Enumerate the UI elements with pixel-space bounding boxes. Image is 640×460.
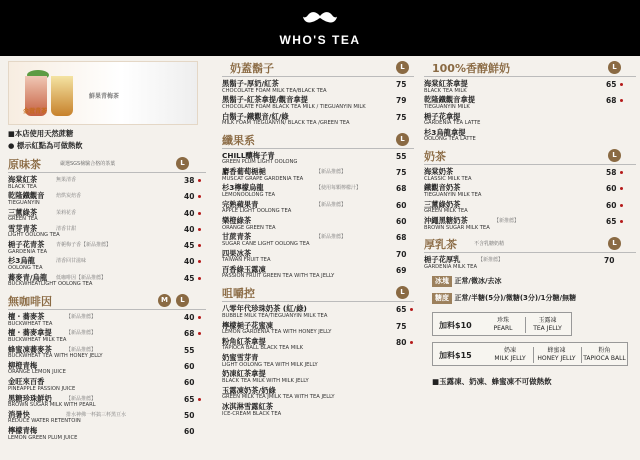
menu-item-price: 80 [396,337,407,347]
size-badge: L [176,294,189,307]
hot-dot-icon [198,260,201,263]
menu-item [8,345,206,361]
hot-dot-icon [198,195,201,198]
section-caffeine-free [8,292,206,442]
section-header [424,59,636,77]
menu-item [222,353,414,369]
section-thick-milk [424,235,636,271]
menu-item-name: 鐵觀音奶茶 [424,183,461,193]
options-panel [424,272,636,392]
menu-item-english: BUCKWHEATLIGHT OOLONG TEA [8,281,93,288]
menu-item-english: LEMON GARDENIA TEA WITH HONEY JELLY [222,329,332,336]
section-header [424,147,636,165]
drink-cup-icon [51,76,73,116]
menu-item-price: 60 [606,200,617,210]
hot-dot-icon [198,398,201,401]
menu-item-name: 黑鬍子-紅茶拿提/觀音拿提 [222,95,308,105]
menu-item [424,167,636,183]
menu-item [8,191,206,207]
menu-item-name: 四果冰茶 [222,248,252,258]
menu-item-english: PASSION FRUIT GREEN TEA WITH TEA JELLY [222,273,335,280]
size-badge: L [396,61,409,74]
menu-item-name: 海棠紅茶拿提 [424,79,468,88]
size-badge: L [176,157,189,170]
menu-item [424,216,636,232]
menu-item-price: 55 [396,151,407,161]
menu-item-english: BROWN SUGAR MILK WITH PEARL [8,402,96,409]
menu-item [222,200,414,216]
menu-item-name: 甘蔗青茶 [222,232,252,242]
hot-dot-icon [620,83,623,86]
menu-item-price: 50 [184,410,195,420]
section-fruit [222,131,414,281]
jelly-footnote: ■玉露凍、奶凍、蜂蜜凍不可做熱飲 [432,376,552,386]
size-badge: L [396,133,409,146]
size-badge: L [608,61,621,74]
menu-item [222,402,414,418]
menu-item-price: 40 [184,257,195,267]
menu-item-name: 杉3烏龍 [8,256,35,266]
menu-item [8,256,206,272]
menu-item-note: 茉莉花香 [56,209,77,216]
menu-item-name: 玉露凍奶茶/奶綠 [222,385,276,395]
menu-column-middle [222,56,414,418]
menu-item-english: GARDENIA TEA LATTE [424,120,481,127]
menu-item-price: 60 [184,361,195,371]
addon-option: 珍珠 PEARL [493,316,513,332]
menu-item-price: 60 [396,217,407,227]
menu-column-left [8,56,206,442]
menu-item-english: TIEGUANYIN MILK [424,103,470,110]
menu-item-english: ICE-CREAM BLACK TEA [222,410,282,417]
addon-option: 粉角 TAPIOCA BALL [581,347,627,363]
size-badge: L [396,286,409,299]
menu-item-note: 【新品推薦】 [66,314,97,321]
menu-item-english: LEMONOOLONG TEA [222,191,276,198]
menu-item-english: LIGHT OOLONG TEA [8,232,60,239]
photo-caption: 金萱青茶 [23,108,48,115]
menu-item-price: 65 [606,217,617,227]
menu-item-price: 65 [606,80,617,89]
menu-item-english: TIEGUANYIN MILK TEA [424,191,482,198]
hot-dot-icon [620,171,623,174]
menu-item-english: MUSCAT GRAPE GARDENIA TEA [222,175,304,182]
menu-column-right [424,56,636,392]
menu-item-price: 70 [396,249,407,259]
menu-item-price: 68 [396,233,407,243]
menu-item-note: 【使用每顆檸檬汁】 [316,185,362,192]
menu-item-name: 冰淇淋雪露紅茶 [222,402,274,412]
menu-item [8,240,206,256]
hot-dot-icon [620,99,623,102]
ice-label: 冰塊 [432,276,452,287]
hot-drink-notice: ● 標示紅點為可做熱飲 [8,141,83,150]
menu-item-english: BUCKWHEAT TEA [8,320,53,327]
section-subtitle: 不含乳糖奶精 [474,241,505,248]
menu-item [424,200,636,216]
menu-item [222,304,414,320]
menu-item-note: 低咖啡因【新品推薦】 [56,274,107,281]
menu-item [222,112,414,128]
size-badge: L [608,237,621,250]
menu-item [222,216,414,232]
menu-item-price: 60 [606,184,617,194]
menu-item [8,224,206,240]
section-title: 纖果系 [222,133,255,147]
menu-item-note: 【新品推薦】 [316,201,347,208]
menu-item-english: BLACK TEA MILK [424,87,467,94]
menu-item-english: MILK FOAM TIEGUANYIN/ BLACK TEA /GREEN TEA [222,120,350,127]
menu-item [222,249,414,265]
menu-item-english: BLACK TEA [8,183,37,190]
menu-item-name: 檸檬青梅 [8,426,38,436]
menu-item-english: GREEN MILK TEA JMILK TEA WITH TEA JELLY [222,394,335,401]
menu-item [8,426,206,442]
header-bar [0,0,640,56]
menu-item-name: 奶凍紅茶拿提 [222,369,266,379]
section-title: 咀嚼控 [222,287,255,301]
menu-item-name: 沖繩黑糖奶茶 [424,216,468,226]
section-title: 厚乳茶 [424,238,457,252]
menu-item-name: 梔子花厚乳 [424,255,461,265]
drink-photo [8,61,198,125]
addon-10-box [432,312,572,336]
natural-sugar-notice: ■本店使用天然蔗糖 [8,129,74,138]
section-title: 原味茶 [8,158,41,171]
menu-item [222,321,414,337]
menu-item-price: 60 [396,200,407,210]
menu-item [222,369,414,385]
menu-item-name: 百香綠玉露凍 [222,264,266,274]
menu-item-english: BROWN SUGAR MILK TEA [424,224,490,231]
menu-item [222,232,414,248]
menu-item-price: 70 [604,256,615,266]
sugar-options: 糖度 正常/半糖(5分)/微糖(3分)/1分糖/無糖 [432,293,576,304]
section-fresh-milk [424,59,636,144]
menu-item-note: 【新品推薦】 [316,234,347,241]
menu-item-price: 65 [396,305,407,315]
menu-item-note: 清香甘甜 [56,225,77,232]
menu-item-note: 青梔梅子香【新品推薦】 [56,242,112,249]
menu-item-price: 40 [184,192,195,202]
menu-item-name: 樂橙綠茶 [222,216,252,226]
addon-price: 加料$10 [439,320,472,330]
ice-options: 冰塊 正常/微冰/去冰 [432,276,502,287]
addon-price: 加料$15 [439,350,472,360]
hot-dot-icon [620,220,623,223]
menu-item-note: 無果清香 [56,177,77,183]
menu-item-name: 金旺來百香 [8,377,45,387]
menu-item-price: 68 [396,184,407,194]
menu-item [424,79,636,95]
menu-item [8,361,206,377]
menu-item-price: 75 [396,112,407,122]
menu-item-english: LEMON GREEN PLUM JUICE [8,434,78,441]
menu-item-english: TAPIOCA BALL BLACK TEA MILK [222,345,304,352]
section-title: 無咖啡因 [8,295,52,309]
menu-item-note: 清香回甘滋味 [56,258,87,265]
section-header [222,59,414,77]
menu-item-english: GARDENIA MILK TEA [424,263,477,270]
menu-item [222,265,414,281]
menu-item-name: 消暑快 [8,409,30,419]
menu-item [222,95,414,111]
hot-dot-icon [410,341,413,344]
section-header [8,292,206,310]
menu-item [222,183,414,199]
menu-item-price: 75 [396,80,407,89]
menu-item [424,183,636,199]
hot-dot-icon [198,228,201,231]
menu-item-price: 45 [184,273,195,283]
menu-item-name: 乾隆鐵觀音拿提 [424,95,476,105]
menu-item [8,410,206,426]
section-header [424,235,636,253]
menu-item-name: 黑糖珍珠鮮奶 [8,393,52,403]
menu-item-note: 【新推薦】 [494,218,520,225]
menu-item [222,167,414,183]
menu-item-note: 【新品推薦】 [66,346,97,353]
menu-item [8,312,206,328]
section-subtitle: 嚴選SGS檢驗合格的茶葉 [60,161,116,167]
menu-item-name: 麝香葡萄梔梔 [222,167,266,177]
menu-item [424,95,636,111]
section-header [222,284,414,302]
section-milk-tea [424,147,636,232]
menu-item-english: TIEGUANYIN [8,199,40,206]
hot-dot-icon [620,187,623,190]
hot-dot-icon [620,204,623,207]
menu-item [424,128,636,144]
menu-item-name: 白鬍子-鐵觀音/紅/綠 [222,111,289,121]
menu-item-note: 焙烘炭焙香 [56,193,82,200]
menu-item-name: 三薰綠茶 [8,207,38,217]
menu-item-english: APPLE LIGHT OOLONG TEA [222,208,292,215]
photo-caption: 鮮果青梅茶 [89,93,120,100]
menu-item-name: 八零年代珍珠奶茶 (紅/綠) [222,304,307,314]
menu-item-note: 排水神佛一杯搞三杯黑豆水 [66,411,127,418]
section-raw-tea [8,155,206,289]
menu-item-name: 粉角紅茶拿提 [222,336,266,346]
menu-item-english: ORANGE LEMON JUICE [8,369,66,376]
hot-dot-icon [198,212,201,215]
hot-dot-icon [198,277,201,280]
menu-item-price: 60 [184,427,195,437]
menu-item [222,386,414,402]
menu-item-english: BUCKWHEAT MILK TEA [8,336,67,343]
brand-name: WHO'S TEA [279,33,361,47]
hot-dot-icon [198,244,201,247]
menu-item-english: CHOCOLATE FOAM BLACK TEA MILK / TIEGUANYIN MILK [222,103,366,110]
menu-item-name: 完熟蘋果青 [222,199,259,209]
section-chewy [222,284,414,418]
menu-item-price: 45 [184,241,195,251]
menu-item-note: 【新品推薦】 [316,169,347,176]
menu-item-english: GREEN PLUM LIGHT OOLONG [222,159,298,166]
menu-item-name: 奶蜜雪芽青 [222,353,259,363]
menu-item-name: 雪芽青茶 [8,223,38,233]
menu-item-name: 乾隆鐵觀音 [8,191,45,201]
menu-item-name: 檀・蕎麥拿提 [8,328,52,338]
menu-item-english: BUCKWHEAT TEA WITH HONEY JELLY [8,353,103,360]
menu-item-name: 杉3烏龍拿提 [424,127,466,137]
menu-item-note: 【新品推薦】 [66,330,97,337]
section-title: 100%香醇鮮奶 [432,62,510,75]
menu-item [8,273,206,289]
addon-15-box [432,342,628,366]
hot-dot-icon [198,179,201,182]
sugar-label: 糖度 [432,293,452,304]
menu-item-english: OOLONG TEA [8,264,43,271]
menu-item-name: 檀・蕎麥茶 [8,312,45,322]
menu-item-price: 40 [184,313,195,323]
menu-item [424,255,636,271]
size-badge: M [158,294,171,307]
menu-item-name: 黑鬍子-厚奶/紅茶 [222,79,279,88]
addon-option: 蜂蜜凍 HONEY JELLY [533,347,579,363]
menu-item-price: 65 [184,394,195,404]
section-title: 奶蓋鬍子 [230,62,274,75]
menu-item-note: 【新推薦】 [478,257,504,264]
menu-item-english: TAIWAN FRUIT TEA [222,257,271,264]
menu-item-english: OOLONG TEA LATTE [424,136,476,143]
menu-item [8,377,206,393]
menu-item-price: 60 [184,378,195,388]
menu-item-price: 58 [606,168,617,178]
hot-dot-icon [198,332,201,335]
menu-item-price: 69 [396,265,407,275]
menu-item-english: PINEAPPLE PASSION JUICE [8,385,76,392]
menu-item [424,112,636,128]
menu-item-english: BUBBLE MILK TEA/TIEGUANYIN MILK TEA [222,312,328,319]
menu-item-english: CHOCOLATE FOAM MILK TEA/BLACK TEA [222,87,327,94]
menu-item [8,208,206,224]
menu-item-price: 40 [184,208,195,218]
menu-item-name: 海棠奶茶 [424,167,454,177]
hot-dot-icon [198,316,201,319]
section-foam [222,59,414,128]
menu-item-name: 海棠紅茶 [8,175,38,184]
menu-item-english: LIGHT OOLONG TEA WITH MILK JELLY [222,361,318,368]
menu-item-name: 檸檬梔子花蜜凍 [222,320,274,330]
menu-item-english: GREEN MILK TEA [424,208,468,215]
menu-item-price: 55 [184,345,195,355]
menu-item-name: 梔子花青茶 [8,240,45,250]
hot-dot-icon [410,308,413,311]
menu-item [8,175,206,191]
menu-item-english: SUGAR CANE LIGHT OOLONG TEA [222,240,310,247]
addon-option: 奶凍 MILK JELLY [494,346,526,362]
menu-item-name: 杉3檸檬烏龍 [222,183,264,193]
section-header [8,155,206,173]
menu-item-name: 柳橙青梅 [8,360,38,370]
menu-item-price: 68 [606,96,617,106]
menu-item-price: 75 [396,321,407,331]
menu-item-name: 蕎麥青/烏龍 [8,272,48,282]
section-title: 奶茶 [424,150,446,164]
menu-item-name: 三薰綠奶茶 [424,199,461,209]
menu-item-english: GARDENIA TEA [8,248,48,255]
menu-item-english: ORANGE GREEN TEA [222,224,276,231]
menu-item-price: 75 [396,168,407,178]
menu-item-price: 79 [396,96,407,106]
addon-option: 玉露凍 TEA JELLY [525,317,569,333]
size-badge: L [608,149,621,162]
menu-item [8,394,206,410]
menu-item-price: 40 [184,224,195,234]
menu-item-english: REDUCE WATER RETENTOIN [8,418,81,425]
menu-item-name: 梔子花拿提 [424,111,461,121]
menu-item [222,79,414,95]
menu-item [8,328,206,344]
section-header [222,131,414,149]
menu-item [222,337,414,353]
menu-item-english: CLASSIC MILK TEA [424,175,472,182]
menu-item-english: BLACK TEA MILK WITH MILK JELLY [222,377,309,384]
menu-item-name: 蜂蜜凍蕎麥茶 [8,344,52,354]
menu-item [222,151,414,167]
menu-item-price: 38 [184,176,195,185]
mustache-logo-icon [303,9,337,27]
menu-item-price: 68 [184,329,195,339]
menu-item-note: 【新品推薦】 [66,395,97,402]
menu-item-name: CHILL釀梅子青 [222,150,275,160]
menu-item-english: GREEN TEA [8,216,38,223]
